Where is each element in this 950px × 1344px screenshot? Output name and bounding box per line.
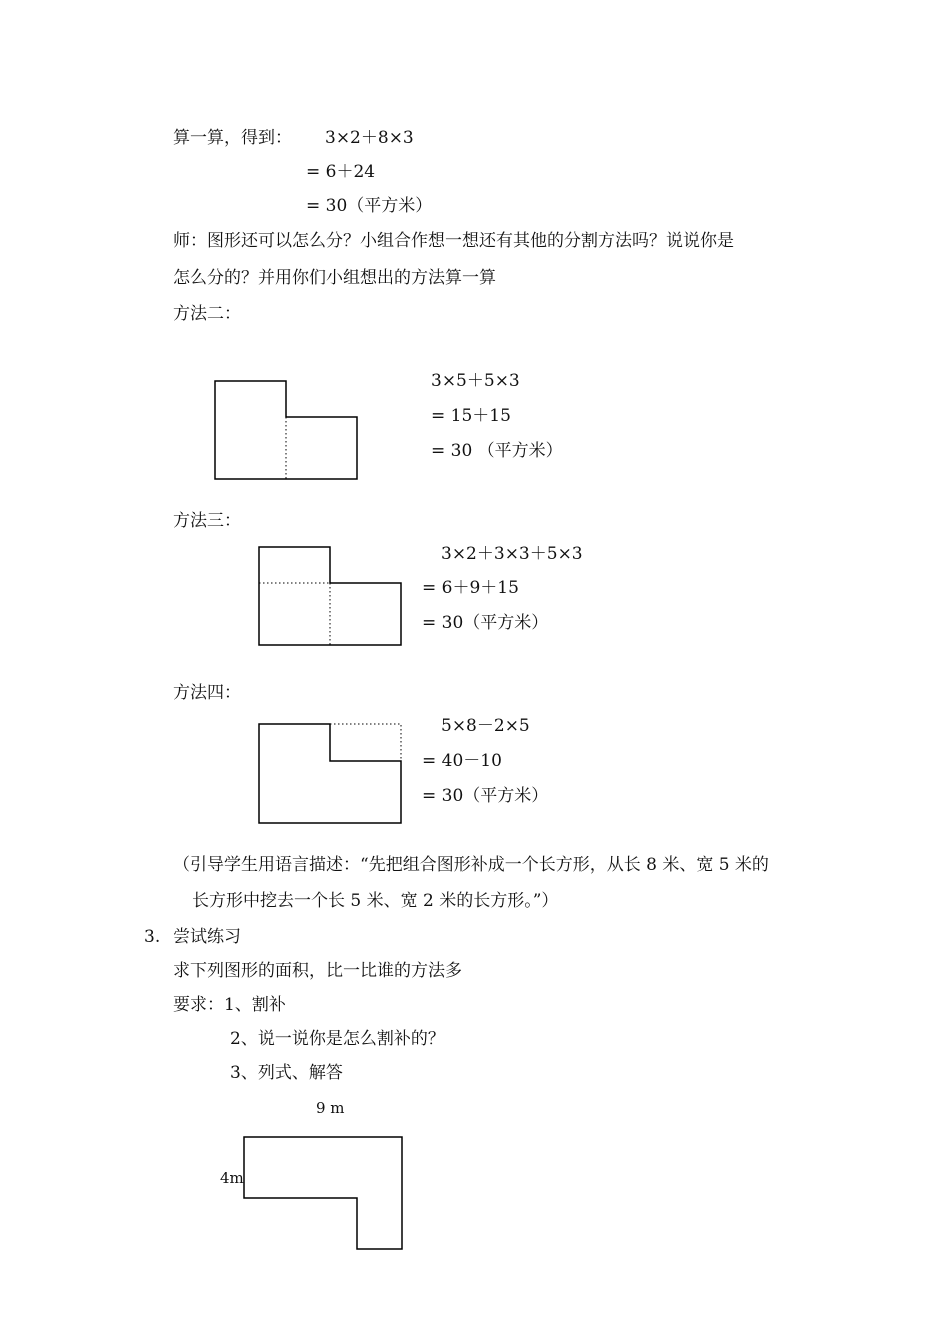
method3-step: = 6＋9＋15 bbox=[422, 578, 519, 598]
method4-result: = 30（平方米） bbox=[422, 786, 549, 806]
method1-result: = 30（平方米） bbox=[306, 196, 433, 216]
requirement-2: 2、说一说你是怎么割补的？ bbox=[230, 1029, 445, 1049]
practice-height-label: 4m bbox=[220, 1169, 244, 1187]
method2-step: = 15＋15 bbox=[431, 406, 511, 426]
method2-title: 方法二： bbox=[173, 304, 241, 324]
requirement-3: 3、列式、解答 bbox=[230, 1063, 343, 1083]
practice-width-label: 9 m bbox=[316, 1099, 345, 1117]
practice-outline bbox=[244, 1137, 402, 1249]
method2-expression: 3×5＋5×3 bbox=[431, 371, 520, 391]
section-heading: 尝试练习 bbox=[173, 927, 241, 947]
guide-note-line1: （引导学生用语言描述：“先把组合图形补成一个长方形，从长 8 米、宽 5 米的 bbox=[173, 855, 769, 875]
section-number: 3. bbox=[144, 927, 161, 947]
method4-expression: 5×8－2×5 bbox=[441, 716, 530, 736]
method4-step: = 40－10 bbox=[422, 751, 502, 771]
method3-result: = 30（平方米） bbox=[422, 613, 549, 633]
teacher-question-line2: 怎么分的？并用你们小组想出的方法算一算 bbox=[173, 268, 496, 288]
method2-result: = 30 （平方米） bbox=[431, 441, 563, 461]
method4-title: 方法四： bbox=[173, 683, 241, 703]
practice-task: 求下列图形的面积，比一比谁的方法多 bbox=[173, 961, 462, 981]
teacher-question-line1: 师：图形还可以怎么分？小组合作想一想还有其他的分割方法吗？说说你是 bbox=[173, 231, 734, 251]
method3-expression: 3×2＋3×3＋5×3 bbox=[441, 544, 583, 564]
method4-figure bbox=[258, 723, 404, 826]
method2-figure bbox=[214, 380, 360, 482]
method4-completion-lines bbox=[330, 724, 401, 761]
requirement-1: 要求：1、割补 bbox=[173, 995, 286, 1015]
method3-title: 方法三： bbox=[173, 511, 241, 531]
method1-expression: 3×2＋8×3 bbox=[325, 128, 414, 148]
method1-step: = 6＋24 bbox=[306, 162, 376, 182]
method3-figure bbox=[258, 546, 404, 648]
method4-outline bbox=[259, 724, 401, 823]
method1-intro: 算一算，得到： bbox=[173, 128, 292, 148]
practice-figure bbox=[243, 1136, 405, 1252]
guide-note-line2: 长方形中挖去一个长 5 米、宽 2 米的长方形。”） bbox=[192, 891, 559, 911]
